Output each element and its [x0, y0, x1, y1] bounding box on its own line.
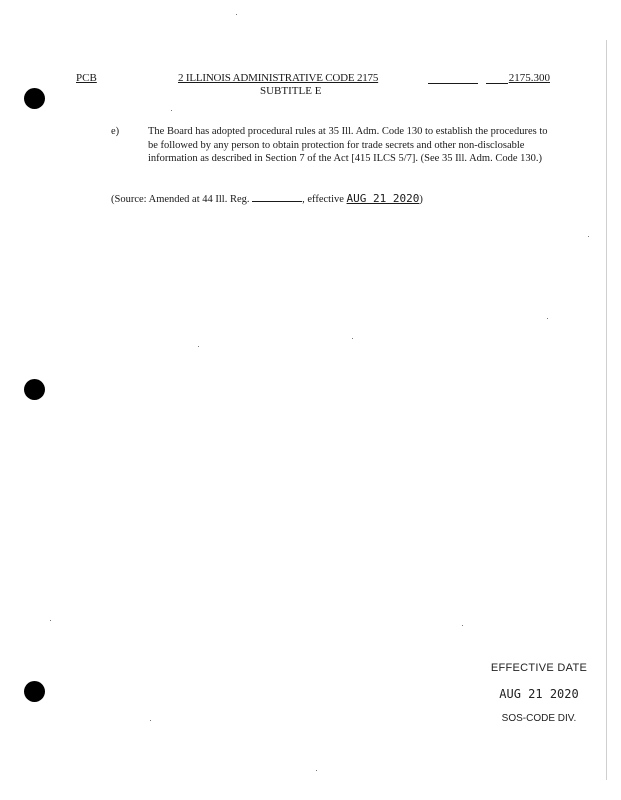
stamp-organization: SOS-CODE DIV. — [501, 713, 577, 724]
punch-hole-top — [24, 88, 45, 109]
scan-edge-line — [606, 40, 607, 780]
source-middle: , effective — [302, 194, 344, 205]
stamp-date: AUG 21 2020 — [499, 687, 579, 701]
effective-date-stamp: AUG 21 2020 — [346, 192, 420, 205]
paragraph-text: The Board has adopted procedural rules at 35 Ill. Adm. Code 130 to establish the procedures to be followed by any person to obtain protection for trade secrets and other non-disclosable information as described in Section 7 of the Act [415 ILCS 5/7]. (See 35 Ill. Adm. Code 130.) — [148, 126, 548, 164]
scan-speck — [150, 720, 151, 721]
scan-speck — [316, 770, 317, 771]
scan-speck — [352, 338, 353, 339]
source-prefix: (Source: Amended at 44 Ill. Reg. — [111, 194, 250, 205]
source-note — [111, 192, 423, 205]
header-subtitle: SUBTITLE E — [260, 85, 322, 97]
register-blank — [252, 192, 302, 202]
scan-speck — [171, 110, 172, 111]
scan-speck — [236, 14, 237, 15]
scan-speck — [50, 620, 51, 621]
header-section-number: 2175.300 — [508, 72, 550, 84]
header-agency: PCB — [76, 72, 97, 84]
scan-speck — [198, 346, 199, 347]
header-code-title: 2 ILLINOIS ADMINISTRATIVE CODE 2175 — [178, 72, 379, 84]
scan-speck — [462, 625, 463, 626]
scan-speck — [547, 318, 548, 319]
source-suffix: ) — [419, 194, 423, 205]
scan-speck — [588, 236, 589, 237]
header-rule-line — [428, 83, 478, 84]
punch-hole-bottom — [24, 681, 45, 702]
stamp-title: EFFECTIVE DATE — [490, 662, 588, 674]
paragraph-label: e) — [111, 126, 120, 137]
page-header — [76, 72, 550, 100]
header-rule-line-2 — [486, 83, 508, 84]
punch-hole-middle — [24, 379, 45, 400]
effective-date-stamp-block — [484, 662, 594, 724]
